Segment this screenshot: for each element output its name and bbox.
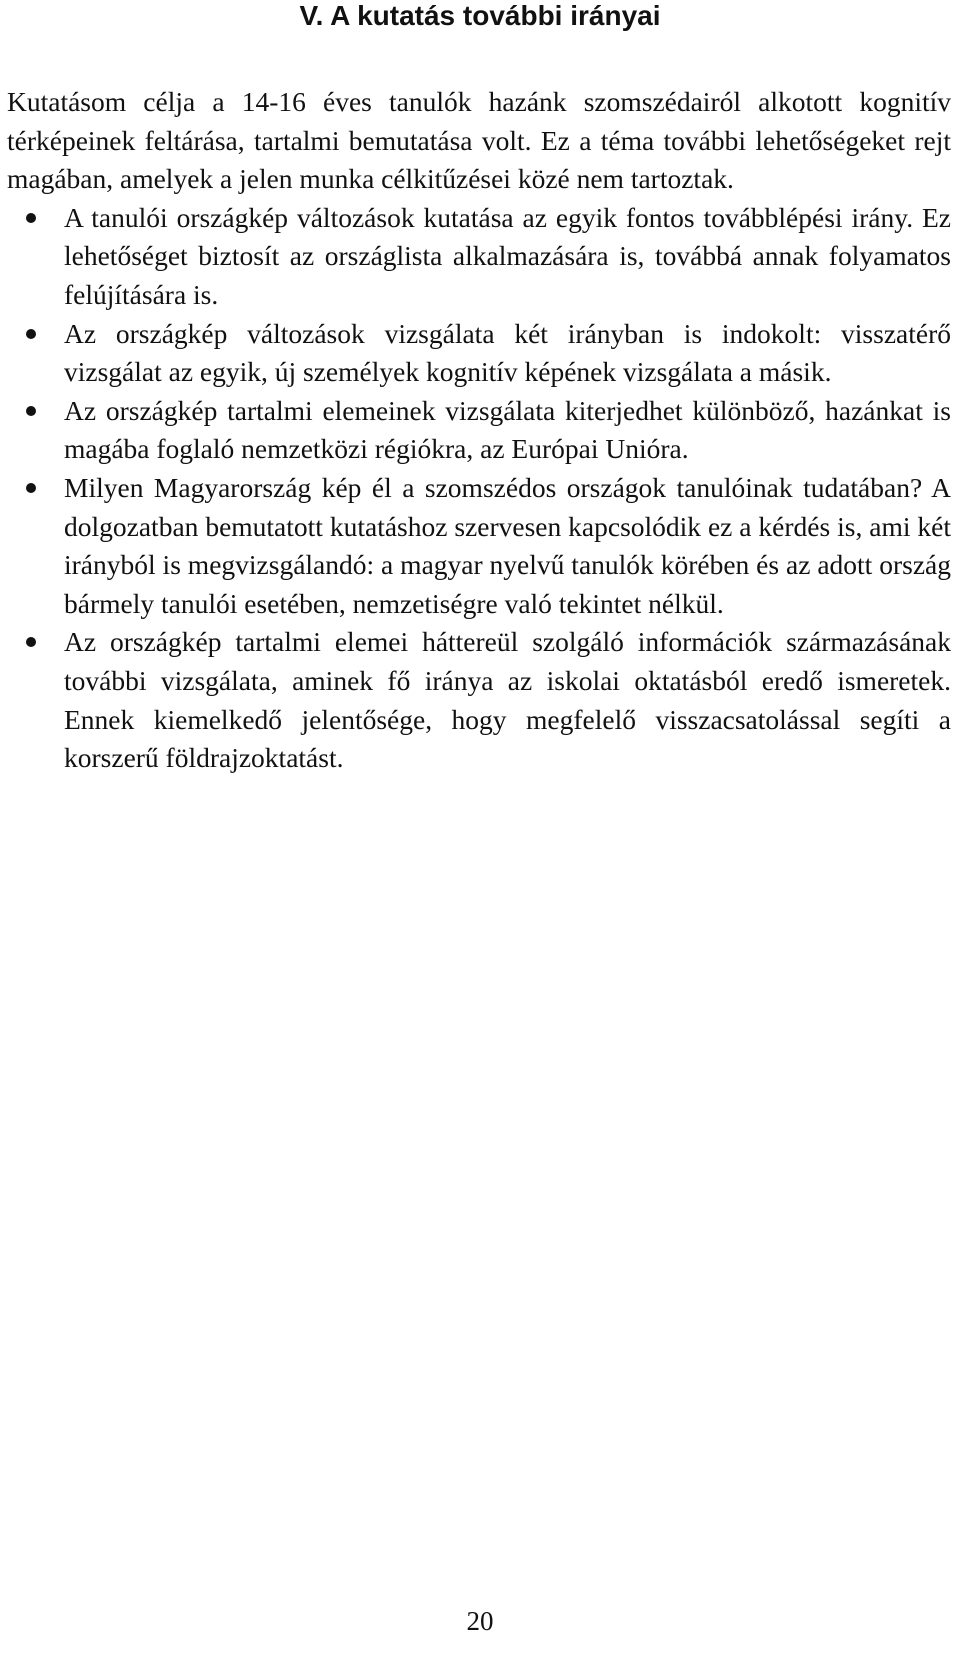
bullet-icon: [26, 406, 36, 416]
intro-paragraph: Kutatásom célja a 14-16 éves tanulók hazánk szomszédairól alkotott kognitív térképeinek feltárása, tartalmi bemutatása volt. Ez a téma további lehetőségeket rejt magában, amelyek a jelen munka célkitűzései közé nem tartoztak.: [7, 86, 951, 195]
bullet-icon: [26, 329, 36, 339]
page-number: 20: [466, 1606, 494, 1636]
list-item-text: Az országkép változások vizsgálata két irányban is indokolt: visszatérő vizsgálat az egyik, új személyek kognitív képének vizsgálata a másik.: [64, 317, 951, 388]
list-item: [7, 469, 951, 623]
section-heading: V. A kutatás további irányai: [299, 0, 661, 31]
bullet-icon: [26, 483, 36, 493]
list-item-text: Az országkép tartalmi elemei háttereül szolgáló információk származásának további vizsgálata, aminek fő iránya az iskolai oktatásból eredő ismeretek. Ennek kiemelkedő jelentősége, hogy megfelelő visszacsatolással segíti a korszerű földrajzoktatást.: [64, 626, 951, 774]
list-item-text: Az országkép tartalmi elemeinek vizsgálata kiterjedhet különböző, hazánkat is magába foglaló nemzetközi régiókra, az Európai Unióra.: [64, 394, 951, 465]
list-item: [7, 623, 951, 777]
bullet-icon: [26, 637, 36, 647]
list-item-text: A tanulói országkép változások kutatása az egyik fontos továbblépési irány. Ez lehetőséget biztosít az országlista alkalmazására is, továbbá annak folyamatos felújítására is.: [64, 201, 951, 310]
section-body: [7, 83, 951, 778]
list-item: [7, 199, 951, 315]
research-directions-list: [7, 199, 951, 778]
list-item: [7, 392, 951, 469]
list-item: [7, 315, 951, 392]
list-item-text: Milyen Magyarország kép él a szomszédos országok tanulóinak tudatában? A dolgozatban bemutatott kutatáshoz szervesen kapcsolódik ez a kérdés is, ami két irányból is megvizsgálandó: a magyar nyelvű tanulók körében és az adott ország bármely tanulói esetében, nemzetiségre való tekintet nélkül.: [64, 471, 951, 619]
bullet-icon: [26, 213, 36, 223]
